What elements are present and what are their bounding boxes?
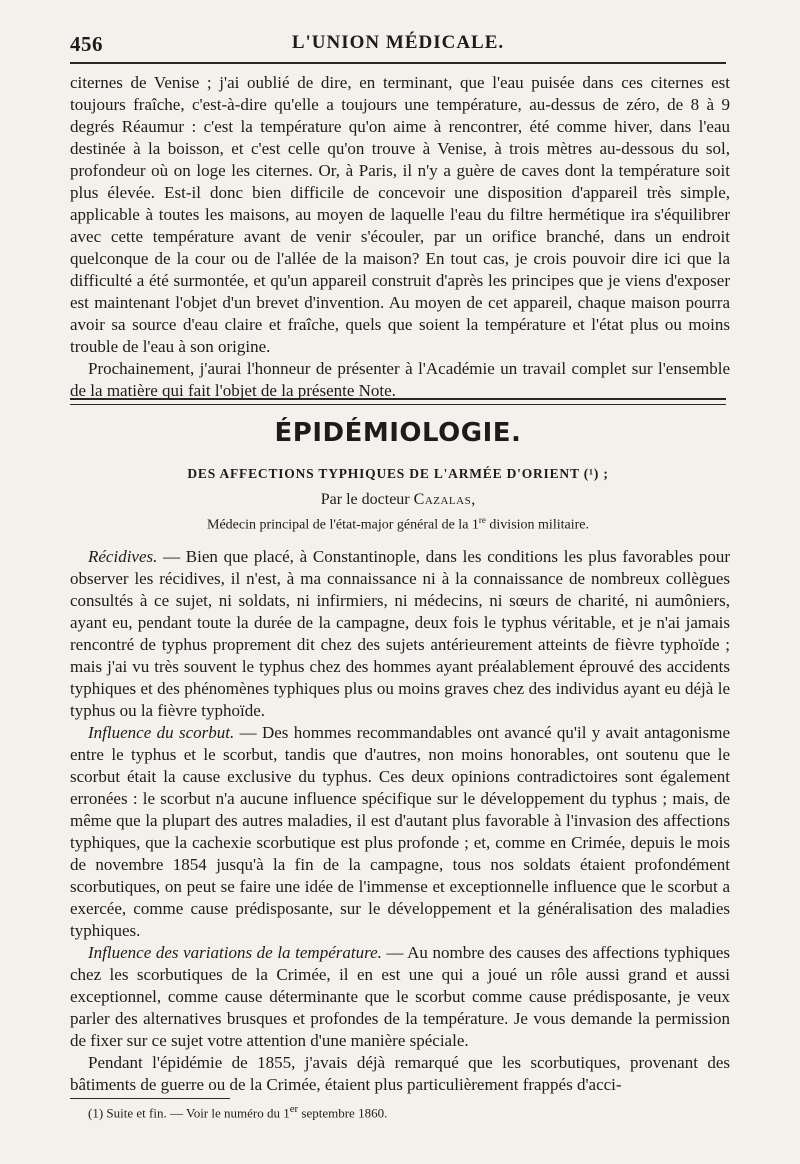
page-number: 456	[70, 32, 103, 56]
affiliation-text: Médecin principal de l'état-major général de la 1	[207, 517, 479, 533]
footnote-rule	[70, 1098, 230, 1099]
affiliation-sup: re	[478, 515, 486, 525]
byline-prefix: Par le docteur	[320, 491, 414, 508]
paragraph-text: — Bien que placé, à Constantinople, dans les conditions les plus favorables pour observer les récidives, il n'est, à ma connaissance ni à la connaissance de nombreux collègues consultés à ce sujet, ni soldats, ni infirmiers, ni médecins, ni sœurs de charité, ni aumôniers, ayant eu, pendant toute la durée de la campagne, deux fois le typhus véritable, et je n'ai jamais rencontré de typhus proprement dit chez des sujets antérieurement atteints de fièvre typhoïde ; mais j'ai vu très souvent le typhus chez des hommes ayant préalablement éprouvé des accidents typhiques et des phénomènes typhiques plus ou moins graves chez des individus ayant eu déjà le typhus ou la fièvre typhoïde.	[70, 547, 730, 720]
article-title-end: ;	[599, 466, 609, 481]
footnote-text-end: septembre 1860.	[298, 1105, 388, 1121]
header-rule	[70, 62, 726, 64]
article-body	[70, 546, 730, 1096]
paragraph-text: Pendant l'épidémie de 1855, j'avais déjà remarqué que les scorbutiques, provenant des bâtiments de guerre ou de la Crimée, étaient plus particulièrement frappés d'acci-	[70, 1053, 730, 1094]
footnote-marker: (1)	[88, 1105, 104, 1121]
paragraph-text: — Des hommes recommandables ont avancé qu'il y avait antagonisme entre le typhus et le scorbut, tandis que d'autres, non moins honorables, ont soutenu que le scorbut était la cause exclusive du typhus. Ces deux opinions contradictoires sont également erronées : le scorbut n'a aucune influence spécifique sur le développement du typhus ; mais, de même que la plupart des autres maladies, il est d'autant plus favorable à l'invasion des affections typhiques, que la cachexie scorbutique est plus profonde ; et, comme en Crimée, depuis le mois de novembre 1854 jusqu'à la fin de la campagne, tous nos soldats étaient profondément scorbutiques, on peut se faire une idée de l'immense et exceptionnelle influence que le scorbut a exercée, comme cause prédisposante, sur le développement et la généralisation des maladies typhiques.	[70, 723, 730, 940]
running-title: L'UNION MÉDICALE.	[291, 32, 505, 53]
affiliation-text-end: division militaire.	[485, 517, 589, 533]
section-title: ÉPIDÉMIOLOGIE.	[274, 418, 522, 448]
article-paragraph	[70, 722, 730, 942]
paragraph-heading: Récidives.	[88, 547, 158, 566]
article-paragraph	[70, 1052, 730, 1096]
continuation-paragraph: Prochainement, j'aurai l'honneur de présenter à l'Académie un travail complet sur l'ensemble de la matière qui fait l'objet de la présente Note.	[70, 359, 730, 400]
paragraph-heading: Influence des variations de la température.	[88, 943, 382, 962]
paragraph-text: — Au nombre des causes des affections typhiques chez les scorbutiques de la Crimée, il en est une qui a joué un rôle aussi grand et aussi exceptionnel, comme cause déterminante que le scorbut comme cause prédisposante, je veux parler des alternatives brusques et profondes de la température. Je vous demande la permission de fixer sur ce sujet votre attention d'une manière spéciale.	[70, 943, 730, 1050]
article-title-text: DES AFFECTIONS TYPHIQUES DE L'ARMÉE D'ORIENT	[187, 466, 580, 481]
footnote-text: Suite et fin. — Voir le numéro du 1	[103, 1105, 290, 1121]
section-divider	[70, 398, 726, 405]
author-name: Cazalas	[413, 491, 472, 508]
continuation-paragraph: citernes de Venise ; j'ai oublié de dire, en terminant, que l'eau puisée dans ces citernes est toujours fraîche, c'est-à-dire qu'elle a toujours une température, au-dessus de zéro, de 8 à 9 degrés Réaumur : c'est la température qu'on aime à rencontrer, été comme hiver, dans l'eau destinée à la boisson, et c'est celle qu'on trouve à Venise, à trois mètres au-dessous du sol, profondeur où on loge les citernes. Or, à Paris, il n'y a guère de caves dont la température soit plus élevée. Est-il donc bien difficile de concevoir une disposition d'appareil très simple, applicable à toutes les maisons, au moyen de laquelle l'eau du filtre hermétique ira s'équilibrer avec cette température avant de venir s'écouler, par un orifice branché, dans un endroit quelconque de la cour ou de l'allée de la maison? En tout cas, je crois pouvoir dire ici que la difficulté a été surmontée, et qu'un appareil construit d'après les principes que je viens d'exposer est maintenant l'objet d'un brevet d'invention. Au moyen de cet appareil, chaque maison pourra avoir sa source d'eau claire et fraîche, quels que soient la température et l'état plus ou moins trouble de l'eau à son origine.	[70, 73, 730, 356]
article-title	[70, 466, 726, 482]
article-paragraph	[70, 942, 730, 1052]
article-paragraph	[70, 546, 730, 722]
byline	[70, 491, 726, 509]
continuation-text	[70, 72, 730, 402]
footnote	[88, 1100, 387, 1122]
byline-suffix: ,	[471, 491, 476, 508]
page-header	[70, 30, 726, 58]
author-affiliation	[70, 515, 726, 534]
article-note-ref: (¹)	[583, 466, 600, 481]
paragraph-heading: Influence du scorbut.	[88, 723, 235, 742]
footnote-sup: er	[289, 1103, 299, 1115]
